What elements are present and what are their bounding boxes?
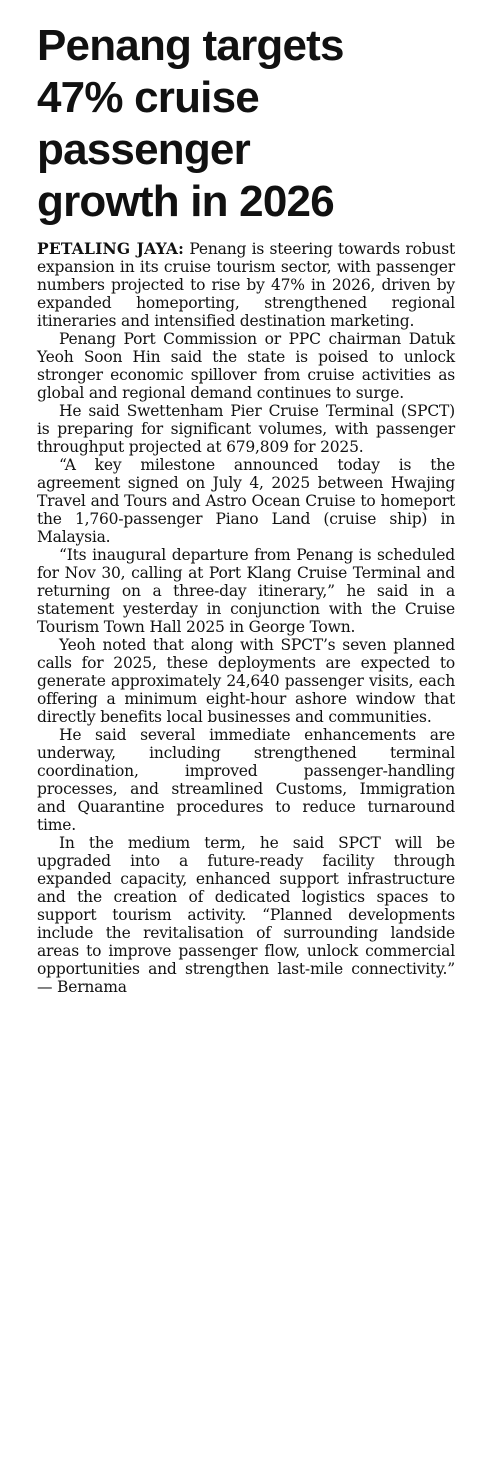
paragraph-text: Penang is steering towards robust expansion in its cruise tourism sector, with passenger numbers projected to rise by 47% in 2026, driven by expanded homeporting, strengthened regional itineraries and intensified destination marketing. [37, 240, 455, 330]
headline-line: 47% cruise [37, 73, 259, 122]
news-article [37, 20, 455, 996]
article-paragraph [37, 240, 455, 330]
headline [37, 20, 455, 228]
article-paragraph: In the medium term, he said SPCT will be upgraded into a future-ready facility through expanded capacity, enhanced support infrastructure and the creation of dedicated logistics spaces to support tourism activity. “Planned developments include the revitalisation of surrounding landside areas to improve passenger flow, unlock commercial opportunities and strengthen last-mile connectivity.” — Bernama [37, 834, 455, 996]
headline-line: Penang targets [37, 21, 344, 70]
dateline: PETALING JAYA: [37, 239, 184, 258]
article-paragraph: “Its inaugural departure from Penang is scheduled for Nov 30, calling at Port Klang Cruise Terminal and returning on a three-day itinerary,” he said in a statement yesterday in conjunction with the Cruise Tourism Town Hall 2025 in George Town. [37, 546, 455, 636]
article-paragraph: He said several immediate enhancements are underway, including strengthened terminal coordination, improved passenger-handling processes, and streamlined Customs, Immigration and Quarantine procedures to reduce turnaround time. [37, 726, 455, 834]
article-paragraph: Penang Port Commission or PPC chairman Datuk Yeoh Soon Hin said the state is poised to unlock stronger economic spillover from cruise activities as global and regional demand continues to surge. [37, 330, 455, 402]
article-body [37, 240, 455, 996]
headline-line: growth in 2026 [37, 177, 334, 226]
article-paragraph: Yeoh noted that along with SPCT’s seven planned calls for 2025, these deployments are expected to generate approximately 24,640 passenger visits, each offering a minimum eight-hour ashore window that directly benefits local businesses and communities. [37, 636, 455, 726]
article-paragraph: “A key milestone announced today is the agreement signed on July 4, 2025 between Hwajing Travel and Tours and Astro Ocean Cruise to homeport the 1,760-passenger Piano Land (cruise ship) in Malaysia. [37, 456, 455, 546]
headline-line: passenger [37, 125, 250, 174]
article-paragraph: He said Swettenham Pier Cruise Terminal (SPCT) is preparing for significant volumes, with passenger throughput projected at 679,809 for 2025. [37, 402, 455, 456]
